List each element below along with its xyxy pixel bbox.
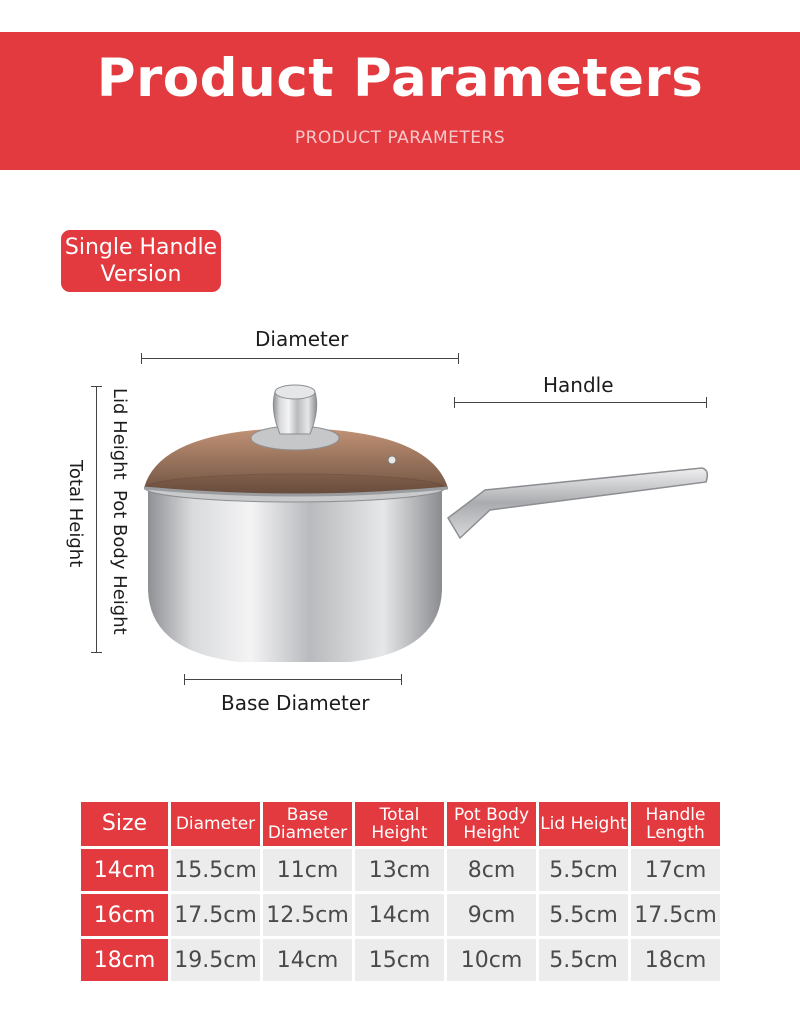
pot-body-height-label: Pot Body Height [109,490,130,635]
table-cell: 17cm [631,849,720,891]
table-cell: 5.5cm [539,939,628,981]
table-header-cell: Diameter [171,802,260,846]
table-row [81,939,720,981]
table-cell: 18cm [631,939,720,981]
page-subtitle: PRODUCT PARAMETERS [294,128,506,148]
table-cell: 11cm [263,849,352,891]
size-cell: 14cm [81,849,168,891]
base-diameter-label: Base Diameter [221,691,370,715]
table-cell: 14cm [355,894,444,936]
table-header-cell: Handle Length [631,802,720,846]
diameter-line [141,358,459,359]
table-header-cell: Lid Height [539,802,628,846]
version-badge-line2: Version [100,262,182,287]
version-badge [61,230,221,292]
table-cell: 19.5cm [171,939,260,981]
table-header-cell: Total Height [355,802,444,846]
table-cell: 15.5cm [171,849,260,891]
table-cell: 13cm [355,849,444,891]
table-header-cell: Size [81,802,168,846]
total-height-line [96,386,97,653]
lid-height-label: Lid Height [109,388,130,480]
handle-label: Handle [543,373,614,397]
table-cell: 10cm [447,939,536,981]
table-header-row [81,802,720,846]
table-cell: 5.5cm [539,894,628,936]
table-cell: 5.5cm [539,849,628,891]
table-cell: 9cm [447,894,536,936]
page-title: Product Parameters [96,48,704,109]
table-cell: 14cm [263,939,352,981]
size-cell: 16cm [81,894,168,936]
parameters-table [78,799,723,984]
table-header-cell: Base Diameter [263,802,352,846]
table-cell: 15cm [355,939,444,981]
table-cell: 17.5cm [631,894,720,936]
version-badge-line1: Single Handle [64,235,218,260]
table-cell: 8cm [447,849,536,891]
saucepan-image [130,370,720,675]
table-cell: 12.5cm [263,894,352,936]
diameter-label: Diameter [255,327,349,351]
table-header-cell: Pot Body Height [447,802,536,846]
table-row [81,849,720,891]
table-row [81,894,720,936]
base-diameter-line [184,679,402,680]
total-height-label: Total Height [65,460,86,568]
size-cell: 18cm [81,939,168,981]
table-cell: 17.5cm [171,894,260,936]
